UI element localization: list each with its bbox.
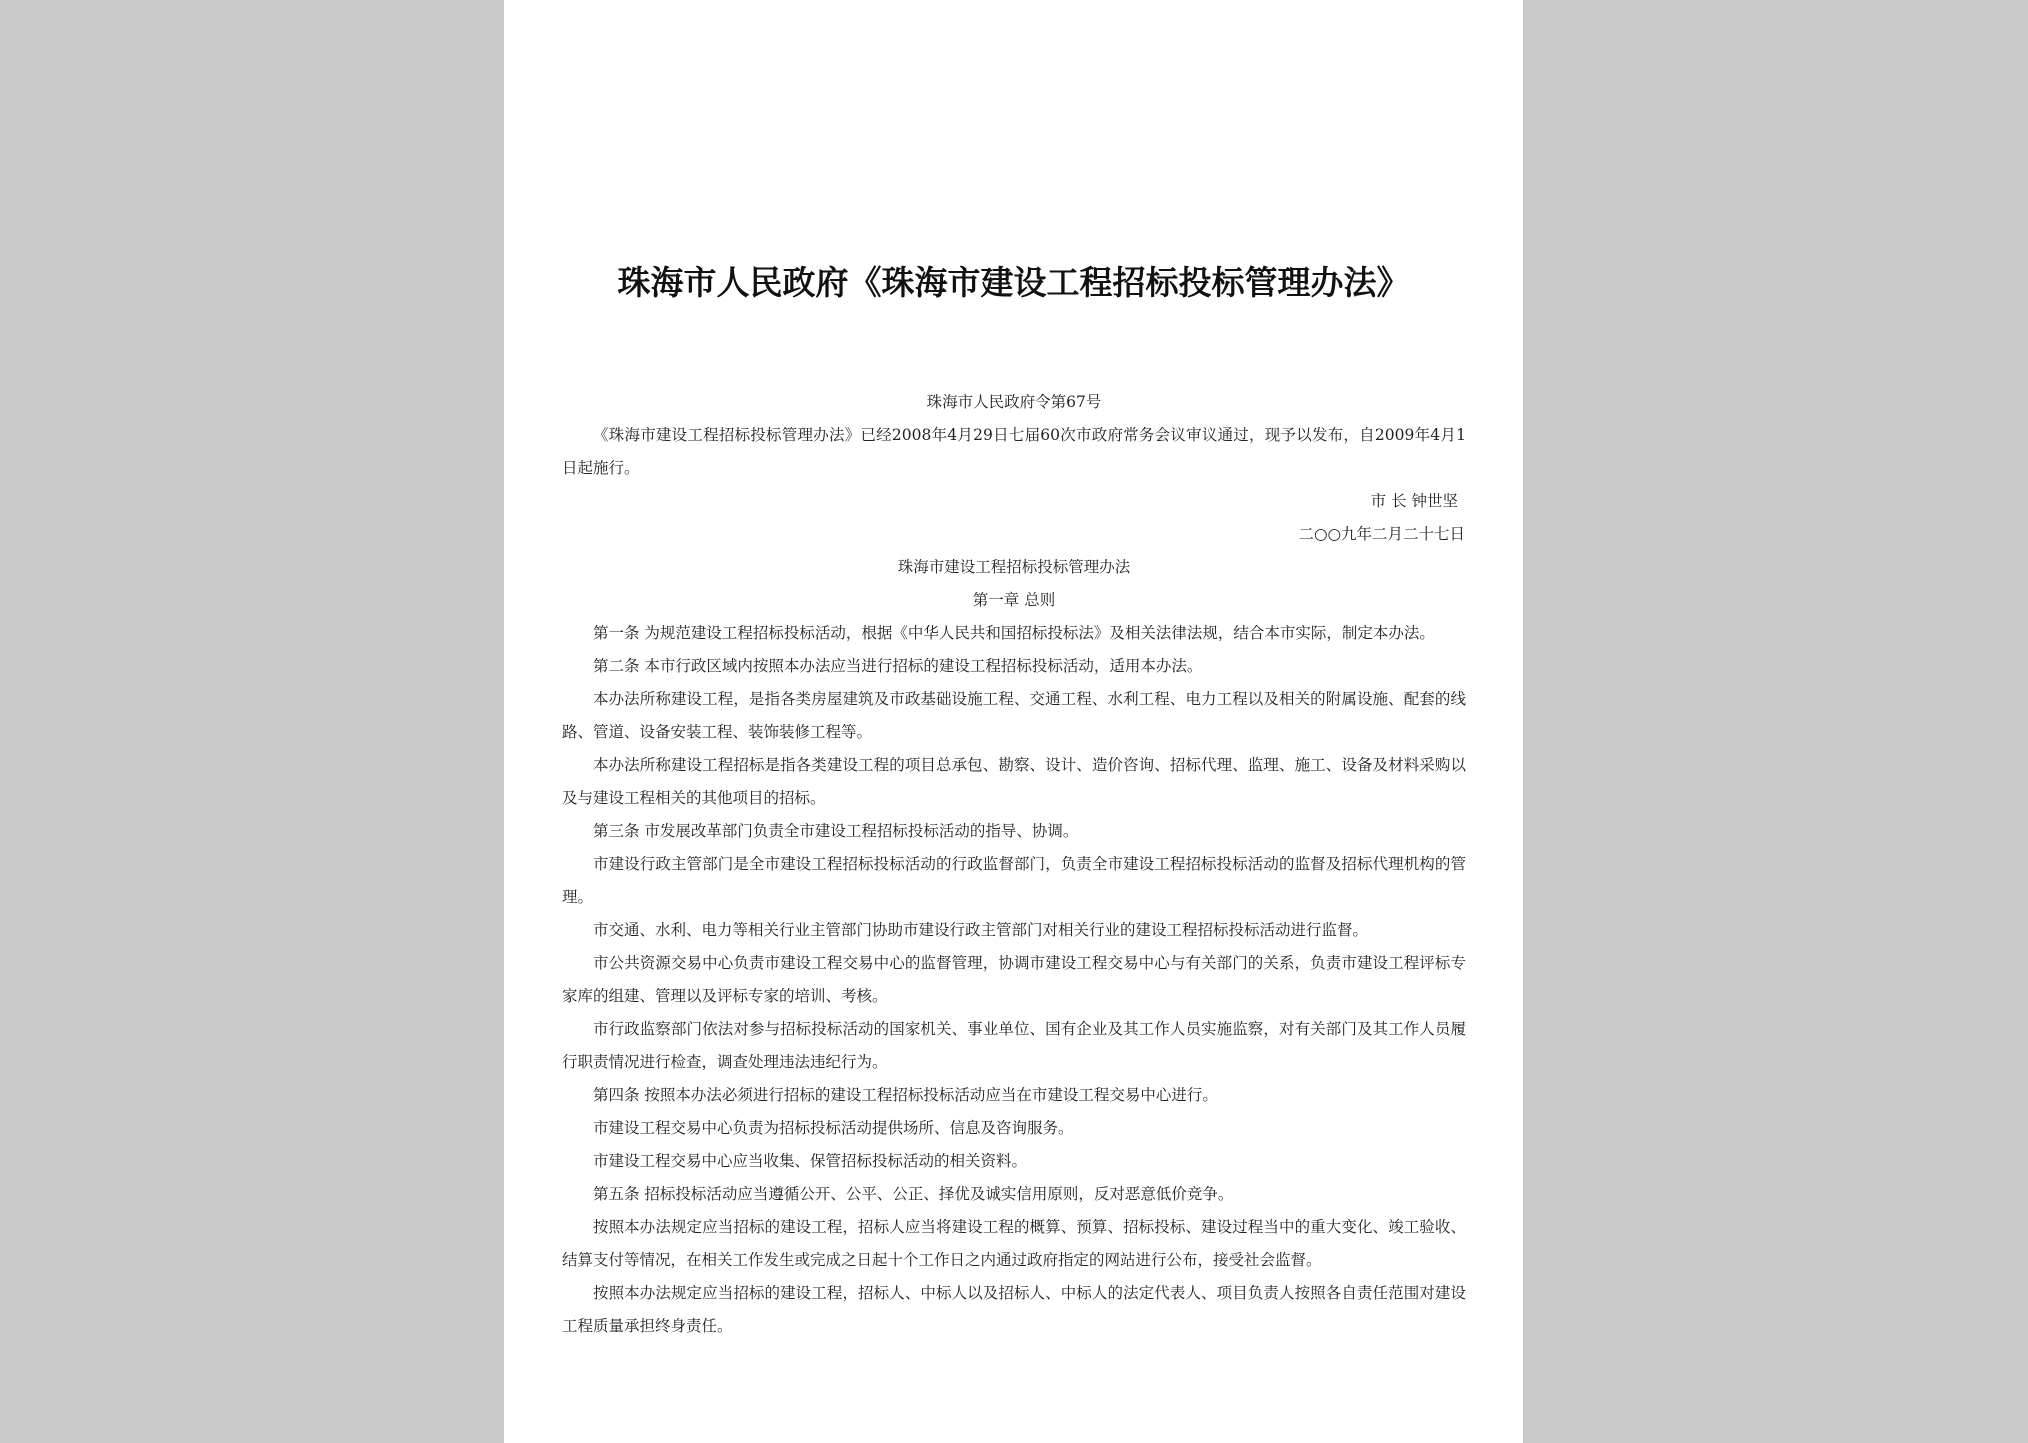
paragraph: 市公共资源交易中心负责市建设工程交易中心的监督管理，协调市建设工程交易中心与有关部门的关系，负责市建设工程评标专家库的组建、管理以及评标专家的培训、考核。: [562, 954, 1466, 1005]
paragraph: 市建设工程交易中心负责为招标投标活动提供场所、信息及咨询服务。: [593, 1119, 1074, 1137]
paragraph: 按照本办法规定应当招标的建设工程，招标人、中标人以及招标人、中标人的法定代表人、项目负责人按照各自责任范围对建设工程质量承担终身责任。: [562, 1284, 1466, 1335]
signatory: 市 长 钟世坚: [1370, 492, 1458, 510]
paragraph: 第一条 为规范建设工程招标投标活动，根据《中华人民共和国招标投标法》及相关法律法规，结合本市实际，制定本办法。: [593, 624, 1435, 642]
paragraph: 第四条 按照本办法必须进行招标的建设工程招标投标活动应当在市建设工程交易中心进行。: [593, 1086, 1218, 1104]
chapter-heading: 第一章 总则: [972, 591, 1056, 609]
document-body: [562, 386, 1466, 1343]
document-title: 珠海市人民政府《珠海市建设工程招标投标管理办法》: [617, 263, 1410, 302]
preamble: 《珠海市建设工程招标投标管理办法》已经2008年4月29日七届60次市政府常务会议审议通过，现予以发布，自2009年4月1日起施行。: [562, 426, 1466, 477]
paragraph: 市建设工程交易中心应当收集、保管招标投标活动的相关资料。: [593, 1152, 1028, 1170]
paragraph: 市建设行政主管部门是全市建设工程招标投标活动的行政监督部门，负责全市建设工程招标投标活动的监督及招标代理机构的管理。: [562, 855, 1466, 906]
issue-date: 二○○九年二月二十七日: [1298, 525, 1465, 543]
paragraph: 按照本办法规定应当招标的建设工程，招标人应当将建设工程的概算、预算、招标投标、建设过程当中的重大变化、竣工验收、结算支付等情况，在相关工作发生或完成之日起十个工作日之内通过政府指定的网站进行公布，接受社会监督。: [562, 1218, 1466, 1269]
paragraph: 本办法所称建设工程招标是指各类建设工程的项目总承包、勘察、设计、造价咨询、招标代理、监理、施工、设备及材料采购以及与建设工程相关的其他项目的招标。: [562, 756, 1466, 807]
document-page: [504, 0, 1523, 1443]
order-number: 珠海市人民政府令第67号: [926, 393, 1102, 411]
paragraph: 第三条 市发展改革部门负责全市建设工程招标投标活动的指导、协调。: [593, 822, 1079, 840]
law-title: 珠海市建设工程招标投标管理办法: [897, 558, 1131, 576]
paragraph: 第五条 招标投标活动应当遵循公开、公平、公正、择优及诚实信用原则，反对恶意低价竞争。: [593, 1185, 1234, 1203]
paragraph: 市行政监察部门依法对参与招标投标活动的国家机关、事业单位、国有企业及其工作人员实施监察，对有关部门及其工作人员履行职责情况进行检查，调查处理违法违纪行为。: [562, 1020, 1466, 1071]
paragraph: 市交通、水利、电力等相关行业主管部门协助市建设行政主管部门对相关行业的建设工程招标投标活动进行监督。: [593, 921, 1369, 939]
paragraph: 第二条 本市行政区域内按照本办法应当进行招标的建设工程招标投标活动，适用本办法。: [593, 657, 1203, 675]
paragraph: 本办法所称建设工程，是指各类房屋建筑及市政基础设施工程、交通工程、水利工程、电力工程以及相关的附属设施、配套的线路、管道、设备安装工程、装饰装修工程等。: [562, 690, 1466, 741]
